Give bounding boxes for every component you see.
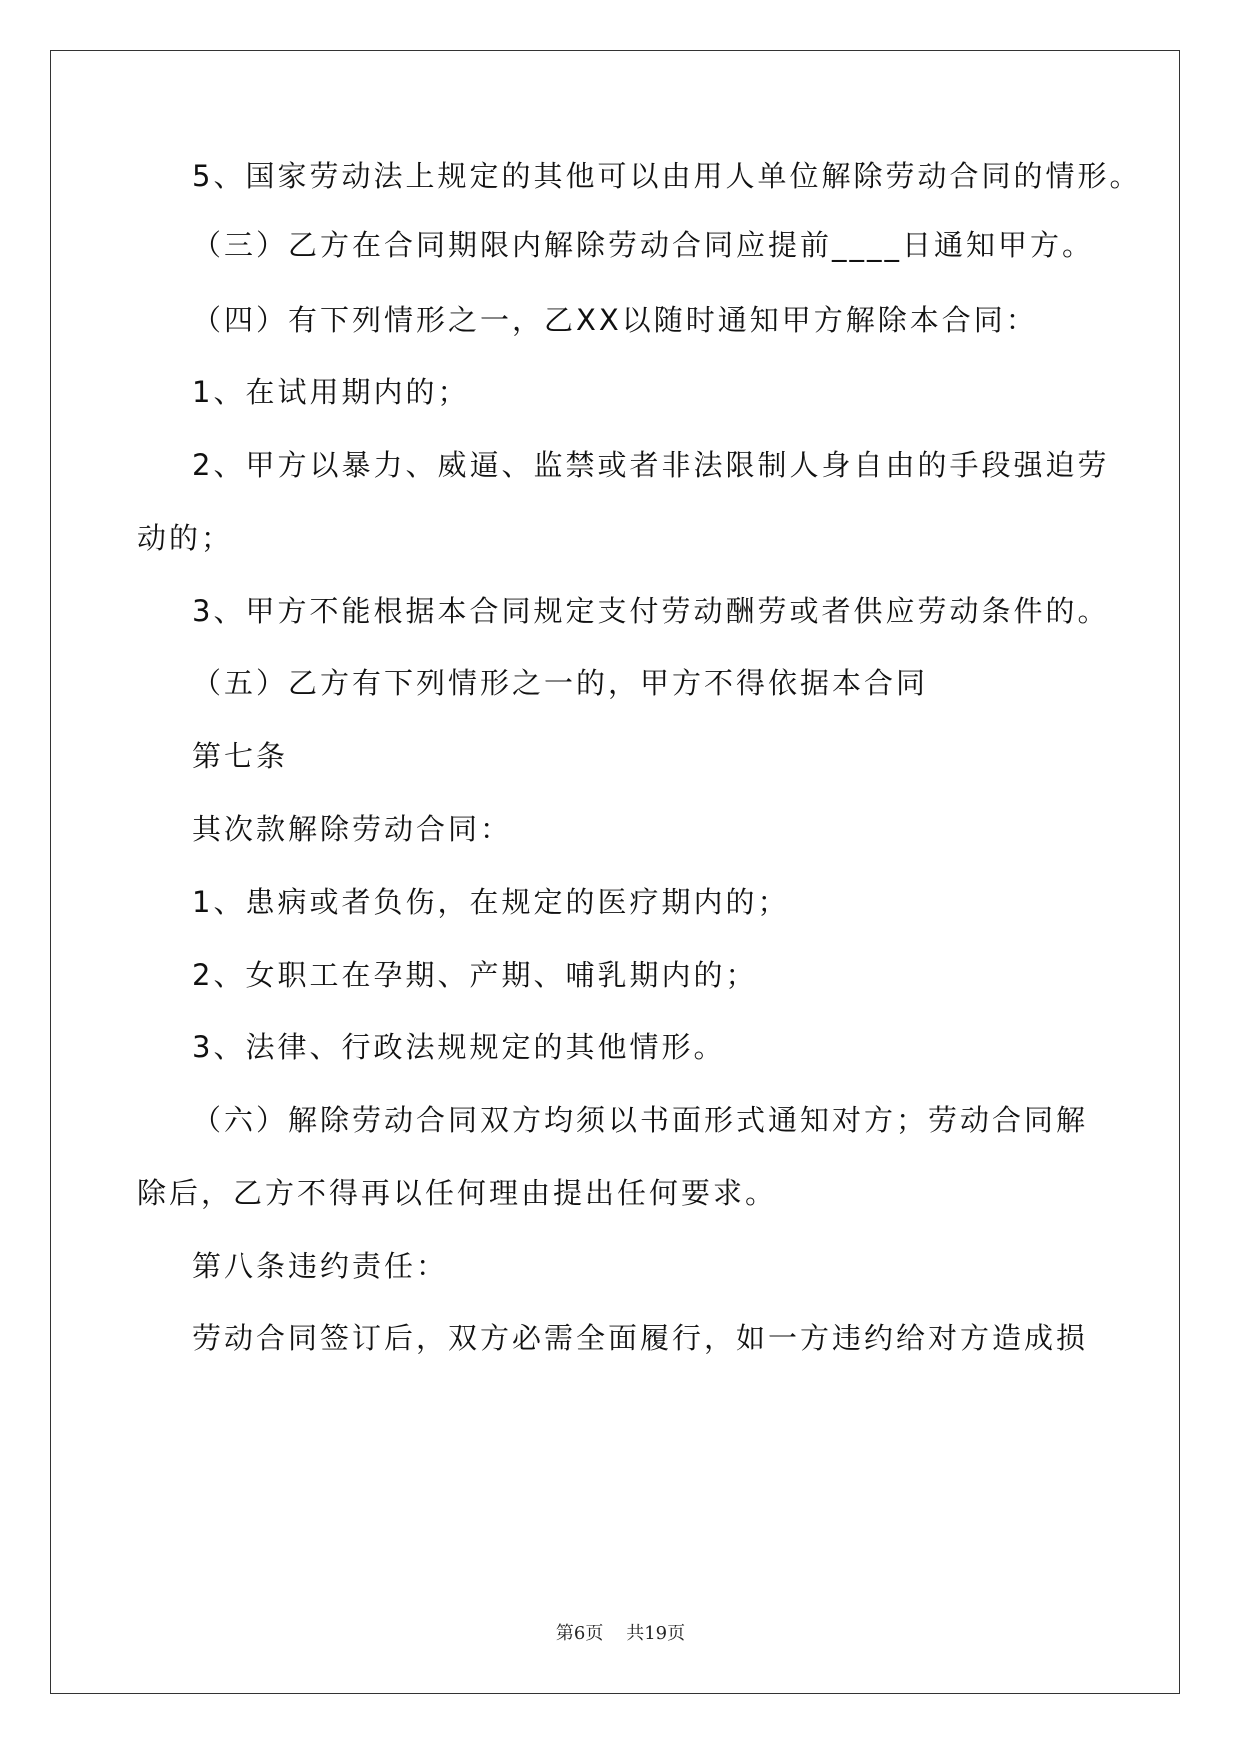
text-line-1: 5、国家劳动法上规定的其他可以由用人单位解除劳动合同的情形。 <box>192 159 1142 193</box>
text-line-11: 1、患病或者负伤，在规定的医疗期内的； <box>192 885 790 919</box>
page-border <box>50 50 1180 1694</box>
text-line-13: 3、法律、行政法规规定的其他情形。 <box>192 1030 726 1064</box>
text-line-14: （六）解除劳动合同双方均须以书面形式通知对方；劳动合同解 <box>192 1103 1089 1137</box>
text-line-7: 3、甲方不能根据本合同规定支付劳动酬劳或者供应劳动条件的。 <box>192 594 1110 628</box>
text-line-9: 第七条 <box>192 739 289 773</box>
page-footer <box>0 1619 1241 1645</box>
text-line-17: 劳动合同签订后，双方必需全面履行，如一方违约给对方造成损 <box>192 1321 1089 1355</box>
page-total: 共19页 <box>626 1623 686 1644</box>
page-number: 第6页 <box>555 1623 604 1644</box>
text-line-16: 第八条违约责任： <box>192 1249 449 1283</box>
text-line-4: 1、在试用期内的； <box>192 375 470 409</box>
text-line-10: 其次款解除劳动合同： <box>192 812 513 846</box>
text-line-15: 除后，乙方不得再以任何理由提出任何要求。 <box>137 1176 778 1210</box>
text-line-12: 2、女职工在孕期、产期、哺乳期内的； <box>192 958 758 992</box>
text-line-3: （四）有下列情形之一，乙XX以随时通知甲方解除本合同： <box>192 303 1038 337</box>
text-line-2: （三）乙方在合同期限内解除劳动合同应提前____日通知甲方。 <box>192 228 1095 262</box>
text-line-8: （五）乙方有下列情形之一的，甲方不得依据本合同 <box>192 666 929 700</box>
text-line-5: 2、甲方以暴力、威逼、监禁或者非法限制人身自由的手段强迫劳 <box>192 448 1110 482</box>
text-line-6: 动的； <box>137 521 234 555</box>
